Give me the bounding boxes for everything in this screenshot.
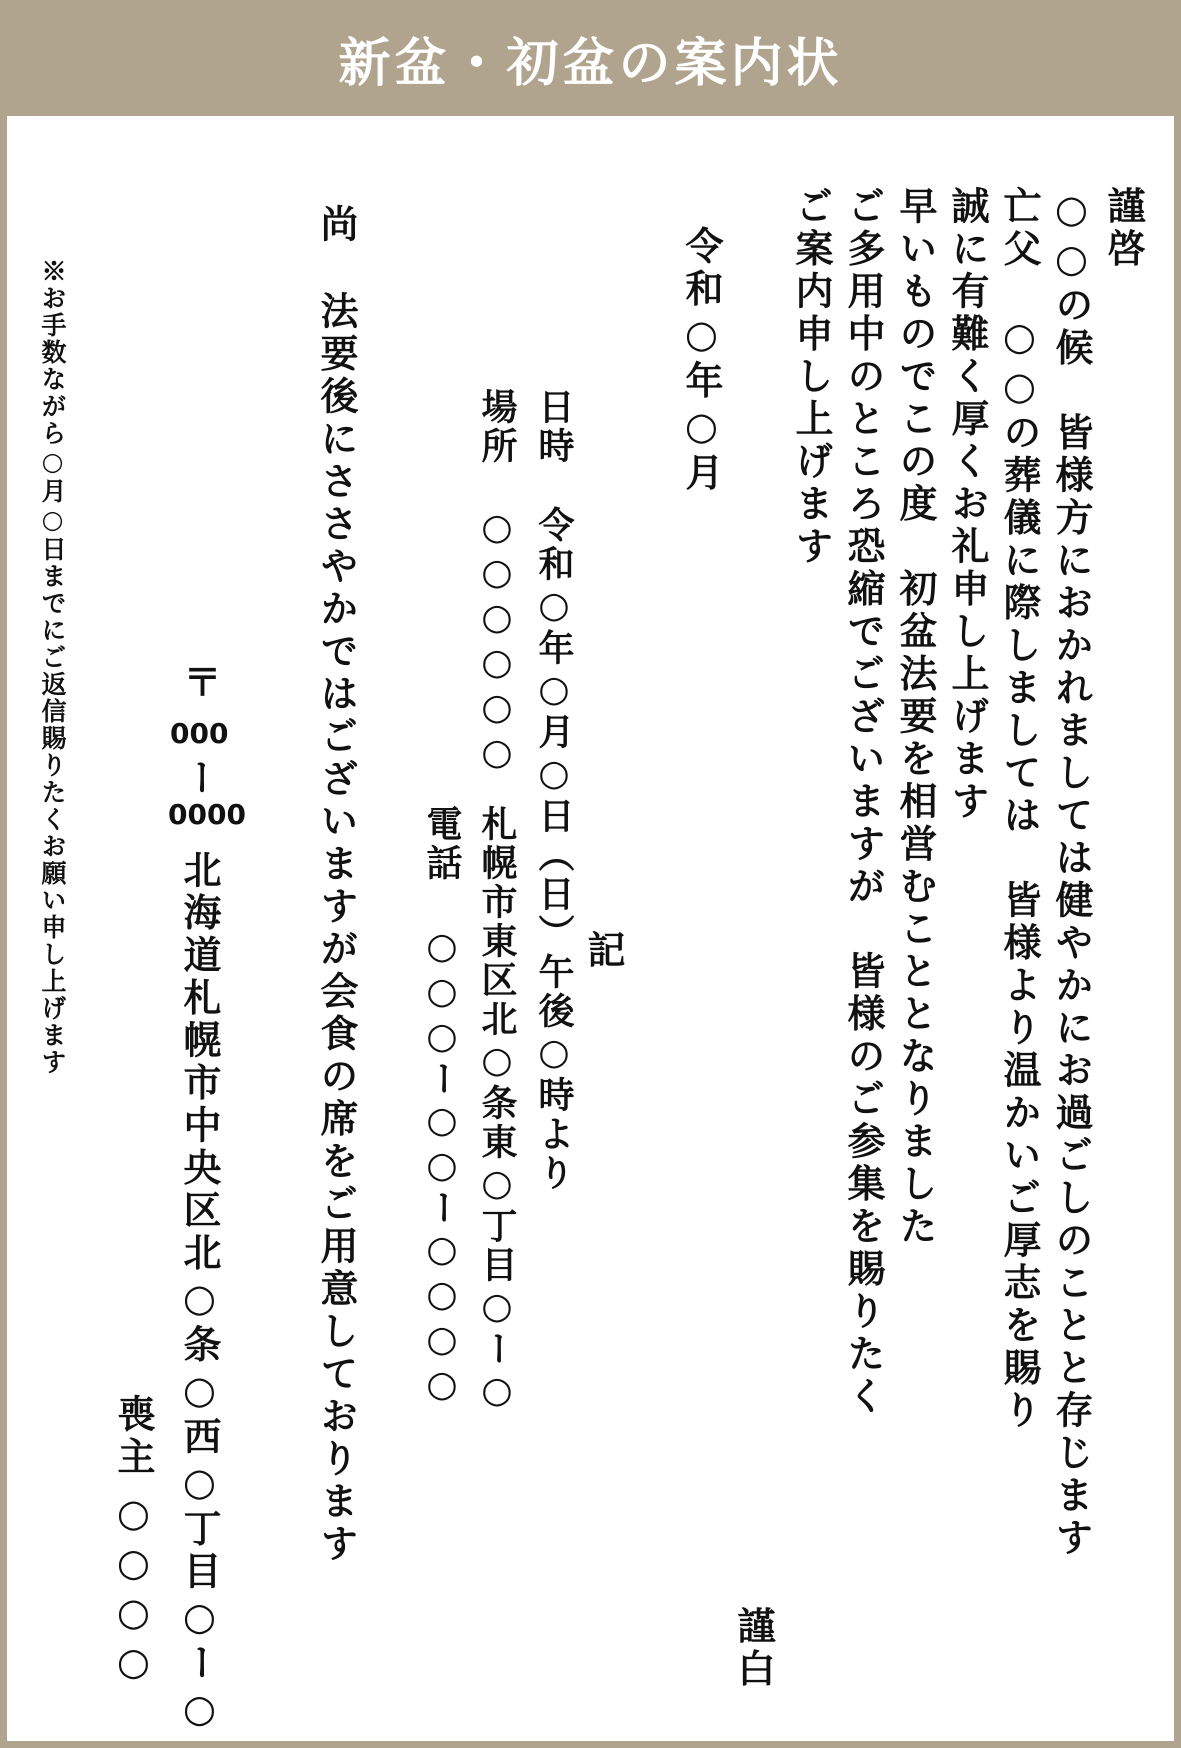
place-address: 札幌市東区北○条東○丁目○ー○ <box>476 805 518 1414</box>
datetime-value: 令和○年○月○日（日）午後○時より <box>533 506 575 1193</box>
postal-code-dash: ー <box>177 758 222 801</box>
page-title: 新盆・初盆の案内状 <box>0 0 1181 116</box>
sender-address: 北海道札幌市中央区北○条○西○丁目○ー○ <box>177 850 222 1735</box>
sender-role: 喪主 <box>111 1394 156 1479</box>
place-name: ○○○○○○ <box>476 506 518 776</box>
letter-date: 令和○年○月 <box>679 226 724 495</box>
postscript-mark: 尚 <box>314 204 359 247</box>
letter-line-4: 早いものでこの度 初盆法要を相営むこととなりました <box>893 186 938 1249</box>
phone-label: 電話 <box>421 805 463 883</box>
sender-name: ○○○○ <box>111 1490 156 1688</box>
letter-line-5: ご多用中のところ恐縮でございますが 皆様のご参集を賜りたく <box>841 186 886 1419</box>
postal-mark: 〒 <box>177 662 222 705</box>
postal-code-first: 000 <box>170 717 229 750</box>
place-label: 場所 <box>476 388 518 466</box>
postal-code-second: 0000 <box>168 798 246 831</box>
letter-line-6: ご案内申し上げます <box>789 186 834 569</box>
ki-heading: 記 <box>581 930 626 973</box>
opening-word: 謹啓 <box>1101 186 1146 271</box>
reply-note: ※お手数ながら○月○日までにご返信賜りたくお願い申し上げます <box>38 258 67 1076</box>
letter-line-3: 誠に有難く厚くお礼申し上げます <box>945 186 990 824</box>
phone-value: ○○○ー○○ー○○○○ <box>421 925 463 1408</box>
datetime-label: 日時 <box>533 388 575 466</box>
closing-word: 謹白 <box>731 1606 776 1691</box>
postscript-text: 法要後にささやかではございますが会食の席をご用意しております <box>314 291 359 1566</box>
letter-line-1: ○○の候 皆様方におかれましては健やかにお過ごしのことと存じます <box>1049 186 1094 1560</box>
letter-line-2: 亡父 ○○の葬儀に際しましては 皆様より温かいご厚志を賜り <box>997 186 1042 1433</box>
